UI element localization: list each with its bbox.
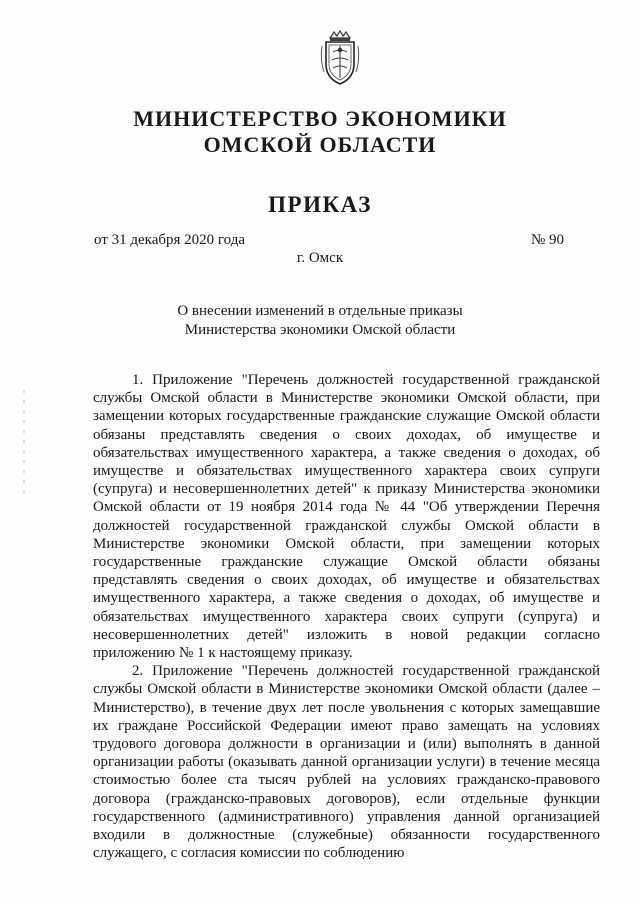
paragraph-1: 1. Приложение "Перечень должностей государственной гражданской службы Омской области в Министерстве экономики Омской области, при замещении которых государственные гражданские служащие Омской области обязаны представлять сведения о своих доходах, об имуществе и обязательствах имущественного характера, а также сведения о доходах, об имуществе и обязательствах имущественного характера своих супруги (супруга) и несовершеннолетних детей" к приказу Министерства экономики Омской области от 19 ноября 2014 года № 44 "Об утверждении Перечня должностей государственной гражданской службы Омской области в Министерстве экономики Омской области, при замещении которых государственные гражданские служащие Омской области обязаны представлять сведения о своих доходах, об имуществе и обязательствах имущественного характера, а также сведения о доходах, об имуществе и обязательствах имущественного характера своих супруги (супруга) и несовершеннолетних детей" изложить в новой редакции согласно приложению № 1 к настоящему приказу. (93, 372, 600, 662)
document-city: г. Омск (296, 250, 344, 266)
ministry-name-line1: МИНИСТЕРСТВО ЭКОНОМИКИ (133, 106, 507, 131)
ministry-name-line2: ОМСКОЙ ОБЛАСТИ (203, 132, 437, 157)
document-date: от 31 декабря 2020 года (94, 232, 246, 248)
subject-line2: Министерства экономики Омской области (184, 322, 456, 338)
document-number: № 90 (530, 232, 564, 248)
subject-line1: О внесении изменений в отдельные приказы (177, 303, 463, 319)
paragraph-2: 2. Приложение "Перечень должностей государственной гражданской службы Омской области в Министерстве экономики Омской области (далее – Министерство), в течение двух лет после увольнения с которых замещавшие их граждане Российской Федерации имеют право замещать на условиях трудового договора должности в организации и (или) выполнять в данной организации работы (оказывать данной организации услуги) в течение месяца стоимостью более ста тысяч рублей на условиях гражданско-правового договора (гражданско-правовых договоров), если отдельные функции государственного (административного) управления данной организацией входили в должностные (служебные) обязанности государственного служащего, с согласия комиссии по соблюдению (93, 663, 600, 862)
document-body (93, 371, 600, 862)
document-type-title: ПРИКАЗ (268, 192, 372, 217)
margin-scan-mark (22, 390, 26, 500)
document-subject (0, 302, 640, 340)
coat-of-arms-emblem (318, 30, 362, 86)
